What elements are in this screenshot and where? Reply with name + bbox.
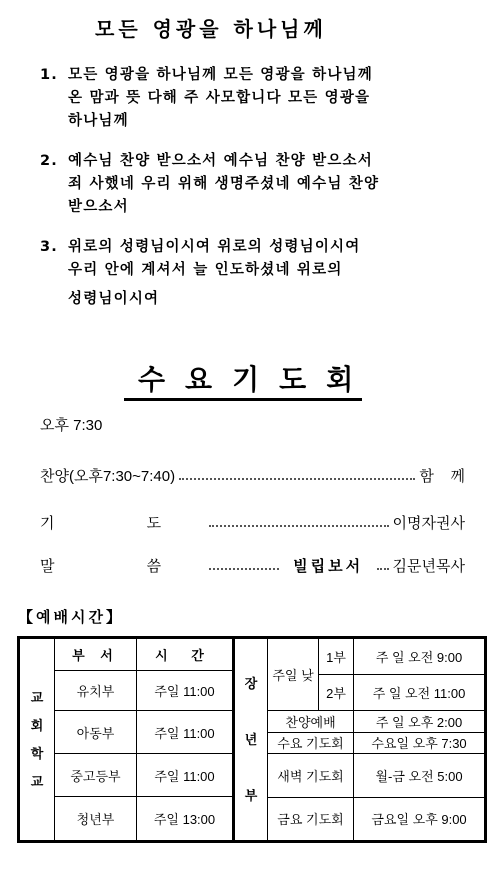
meeting-time: 오후 7:30 bbox=[40, 417, 103, 434]
service-time: 금요일 오후 9:00 bbox=[371, 812, 467, 828]
verse-number: 3. bbox=[40, 239, 58, 255]
verse-line: 죄 사했네 우리 위해 생명주셨네 예수님 찬양 bbox=[68, 176, 380, 192]
service-name: 수요 기도회 bbox=[277, 736, 344, 752]
program-leader: 함 께 bbox=[419, 467, 465, 485]
service-time: 월-금 오전 5:00 bbox=[354, 754, 484, 797]
program-leader: 김문년목사 bbox=[392, 557, 465, 575]
dept-cell: 청년부 bbox=[55, 797, 137, 842]
verse-line: 모든 영광을 하나님께 모든 영광을 하나님께 bbox=[68, 67, 373, 83]
time-cell: 주일 11:00 bbox=[137, 754, 234, 797]
dept-cell: 유치부 bbox=[55, 671, 137, 711]
sunday-block bbox=[268, 638, 354, 711]
verse-line: 우리 안에 계셔서 늘 인도하셨네 위로의 bbox=[68, 262, 343, 278]
header-dept: 부 서 bbox=[55, 638, 137, 671]
sunday-label: 주일 낮 bbox=[268, 639, 319, 710]
verse-2 bbox=[40, 150, 480, 219]
meeting-title: 수요기도회 bbox=[138, 363, 374, 396]
sunday-time-2: 주 일 오전 11:00 bbox=[372, 686, 466, 701]
song-title: 모든 영광을 하나님께 bbox=[95, 17, 327, 41]
dept-cell: 아동부 bbox=[55, 711, 137, 754]
verse-line: 위로의 성령님이시여 위로의 성령님이시여 bbox=[68, 239, 361, 255]
service-time: 주 일 오후 2:00 bbox=[354, 711, 484, 732]
program-row-praise bbox=[40, 464, 465, 486]
adult-services-block bbox=[268, 754, 354, 842]
title-underline bbox=[124, 398, 362, 401]
service-name: 찬양예배 bbox=[268, 711, 353, 732]
sunday-part-1: 1부 bbox=[319, 639, 354, 675]
time-cell: 주일 13:00 bbox=[137, 797, 234, 842]
program-row-prayer bbox=[40, 511, 465, 533]
adult-services-block bbox=[268, 711, 354, 754]
leader-dots bbox=[179, 470, 415, 480]
service-time: 수요일 오후 7:30 bbox=[371, 736, 467, 752]
leader-dots bbox=[209, 517, 388, 527]
church-school-label: 교 회 학 교 bbox=[19, 638, 55, 842]
leader-dots bbox=[209, 560, 279, 570]
adult-times-block bbox=[354, 711, 486, 754]
verse-line: 하나님께 bbox=[68, 113, 129, 129]
time-cell: 주일 11:00 bbox=[137, 711, 234, 754]
verse-number: 2. bbox=[40, 153, 58, 169]
program-row-sermon bbox=[40, 554, 465, 576]
dept-cell: 중고등부 bbox=[55, 754, 137, 797]
service-name: 금요 기도회 bbox=[277, 812, 344, 828]
time-cell: 주일 11:00 bbox=[137, 671, 234, 711]
verse-line: 온 맘과 뜻 다해 주 사모합니다 모든 영광을 bbox=[68, 90, 371, 106]
verse-3 bbox=[40, 236, 480, 311]
sunday-time-1: 주 일 오전 9:00 bbox=[354, 639, 484, 675]
header-time: 시 간 bbox=[137, 638, 234, 671]
adult-times-block bbox=[354, 754, 486, 842]
verse-1 bbox=[40, 64, 480, 133]
sunday-part-2: 2부 bbox=[326, 686, 346, 701]
verse-line: 예수님 찬양 받으소서 예수님 찬양 받으소서 bbox=[68, 153, 373, 169]
program-leader: 이명자권사 bbox=[392, 514, 465, 532]
verse-number: 1. bbox=[40, 67, 58, 83]
program-item: 말 씀 bbox=[40, 557, 206, 575]
schedule-heading: 【예배시간】 bbox=[18, 608, 124, 626]
schedule-table bbox=[17, 636, 487, 843]
service-name: 새벽 기도회 bbox=[268, 754, 353, 797]
program-item: 찬양(오후7:30~7:40) bbox=[40, 467, 176, 485]
program-item: 기 도 bbox=[40, 514, 206, 532]
adult-label: 장 년 부 bbox=[234, 638, 268, 842]
sunday-times bbox=[354, 638, 486, 711]
verse-line: 받으소서 bbox=[68, 199, 129, 215]
sermon-text: 빌립보서 bbox=[293, 556, 364, 575]
verse-line: 성령님이시여 bbox=[68, 291, 160, 307]
leader-dots bbox=[377, 560, 388, 570]
